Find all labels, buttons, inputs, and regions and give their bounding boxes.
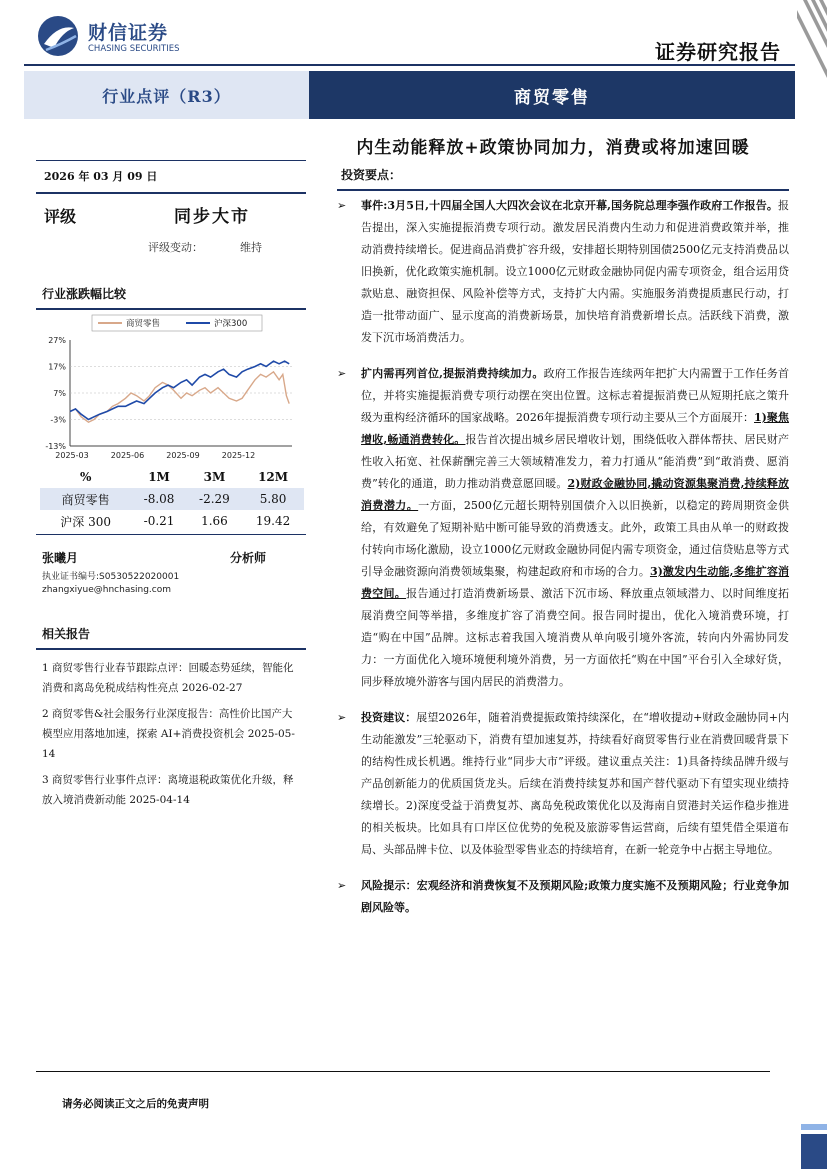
bullet-highlight: 事件:3月5日,十四届全国人大四次会议在北京开幕,国务院总理李强作政府工作报告。 [361,199,778,212]
performance-section-title: 行业涨跌幅比较 [42,287,127,301]
left-sidebar [36,160,306,810]
key-point-bullet [337,363,789,693]
bullet-text: 报告通过打造消费新场景、激活下沉市场、释放重点领域潜力、以时间维度拓展消费空间等举措，多维度扩容了消费空间。报告同时提出，优化入境消费环境，打造“购在中国”品牌。这标志着我国入境消费从单向吸引境外客流，转向内外需协同发力：一方面优化入境环境便利境外消费，另一方面依托“购在中国”平台引入全球好货，同步释放境外游客与国内居民的消费潜力。 [361,587,790,688]
table-header-cell: 12M [258,470,289,484]
disclaimer-text: 请务必阅读正文之后的免责声明 [62,1098,209,1110]
key-points-column [337,160,789,919]
rating-row [36,194,306,227]
table-row [40,488,304,510]
series-line-csi300 [70,361,289,419]
bullet-text: 展望2026年，随着消费提振政策持续深化，在“增收提动+财政金融协同+内生动能激发”三轮驱动下，消费有望加速复苏，持续看好商贸零售行业在消费回暖背景下的结构性成长机遇。维持行业“同步大市”评级。建议重点关注：1)具备持续品牌升级与产品创新能力的优质国货龙头。后续在消费持续复苏和国产替代驱动下有望实现业绩持续增长。2)深度受益于消费复苏、离岛免税政策优化以及海南自贸港封关运作稳步推进的相关板块。比如具有口岸区位优势的免税及旅游零售运营商，后续有望凭借全渠道布局、头部品牌卡位、以及体验型零售业态的持续培育，在新一轮竞争中占据主导地位。 [361,711,789,856]
table-cell: 商贸零售 [40,488,131,510]
analyst-role: 分析师 [229,551,266,565]
rating-change-label: 评级变动： [148,241,203,254]
bullet-arrow-icon: ➢ [337,711,347,724]
y-tick-label: 7% [53,389,66,398]
key-points-label: 投资要点： [341,168,402,182]
y-tick-label: -3% [50,415,66,425]
industry-band: 商贸零售 [309,71,795,119]
key-point-bullet [337,875,789,919]
table-cell: -8.08 [131,488,186,510]
key-point-bullet [337,707,789,861]
rating-change-row [36,227,306,255]
y-tick-label: 27% [48,336,66,345]
performance-table [40,466,304,532]
report-category-band: 行业点评（R3） [24,71,309,119]
bullet-text: 政府工作报告连续两年把扩大内需置于工作任务首位，并将实施提振消费专项行动摆在突出位置。这标志着提振消费已从短期托底之策升级为重构经济循环的国家战略。2026年提振消费专项行动主要从三个方面展开： [361,367,789,424]
y-tick-label: -13% [45,442,66,451]
logo-text-cn: 财信证券 [88,22,169,44]
report-type: 证券研究报告 [655,40,781,64]
footer-divider [36,1071,770,1072]
analyst-row [36,535,306,566]
table-cell: 1.66 [201,514,228,528]
table-row [40,510,304,532]
table-header-cell: % [79,470,92,484]
related-reports-rule [36,648,306,650]
decorative-edge-stripes [797,0,827,1169]
bullet-text: 报告提出，深入实施提振消费专项行动。激发居民消费内生动力和促进消费政策并举，推动消费持续增长。促进商品消费扩容升级，安排超长期特别国债2500亿元支持消费品以旧换新，优化政策实施机制。设立1000亿元财政金融协同促内需专项资金，组合运用贷款贴息、融资担保、风险补偿等方式，支持扩大内需。实施服务消费提质惠民行动，打造一批带动面广、显示度高的消费新场景，加快培育消费新增长点。活跃线下消费，激发下沉市场消费活力。 [361,199,789,344]
rating-value: 同步大市 [174,207,250,227]
bullet-arrow-icon: ➢ [337,367,347,380]
x-tick-label: 2025-09 [166,451,200,460]
bullet-highlight: 投资建议： [361,711,417,724]
analyst-license: 执业证书编号:S0530522020001 [42,572,180,582]
rating-label: 评级 [44,207,77,226]
bullet-highlight: 2)财政金融协同,撬动资源集聚消费,持续释放消费潜力。 [361,477,789,512]
y-tick-label: 17% [48,362,66,372]
bullet-text: 报告首次提出城乡居民增收计划，围绕低收入群体帮扶、居民财产性收入拓宽、社保薪酬完善三大领域精准发力，着力打通从“能消费”到“敢消费、愿消费”转化的通道，助力推动消费意愿回暖。 [361,433,789,490]
bullet-highlight: 1)聚焦增收,畅通消费转化。 [361,411,789,446]
key-points-list [337,195,789,919]
company-logo [36,14,196,58]
table-cell: -0.21 [143,514,175,528]
table-cell: -2.29 [187,488,242,510]
table-header-cell: 3M [203,470,226,484]
table-cell: 5.80 [242,488,304,510]
legend-label: 商贸零售 [126,319,161,329]
rating-change-value: 维持 [240,241,262,254]
logo-mark-icon [36,14,80,58]
x-tick-label: 2025-03 [55,451,89,460]
bullet-highlight: 扩内需再列首位,提振消费持续加力。 [361,367,544,380]
performance-chart-svg [36,310,306,466]
header-divider [24,64,795,66]
report-date: 2026 年 03 月 09 日 [44,170,158,183]
related-reports-title: 相关报告 [42,627,91,641]
analyst-name: 张曦月 [42,551,79,565]
table-cell: 19.42 [255,514,291,528]
key-points-rule [337,189,789,191]
performance-chart [36,310,306,466]
bullet-text: 一方面，2500亿元超长期特别国债介入以旧换新，以稳定的跨周期资金供给，有效避免了短期补贴中断可能导致的消费透支。此外，政策工具由从单一的财政拨付转向市场化激励，设立1000亿元财政金融协同促内需专项资金，通过信贷贴息等方式引导金融资源向消费领域集聚，构建起政府和市场的合力。 [361,499,790,578]
x-tick-label: 2025-12 [221,451,256,460]
table-header-row [40,466,304,488]
bullet-arrow-icon: ➢ [337,879,347,892]
related-report-item[interactable]: 1 商贸零售行业春节跟踪点评：回暖态势延续，智能化消费和离岛免税成结构性亮点 2026-02-27 [42,662,294,694]
x-tick-label: 2025-06 [110,451,145,460]
key-point-bullet [337,195,789,349]
related-report-item[interactable]: 3 商贸零售行业事件点评：离境退税政策优化升级，释放入境消费新动能 2025-04-14 [42,774,294,806]
page-title: 内生动能释放+政策协同加力，消费或将加速回暖 [356,138,750,158]
table-cell: 沪深 300 [60,514,112,529]
bullet-arrow-icon: ➢ [337,199,347,212]
legend-label: 沪深300 [214,319,248,329]
related-report-item[interactable]: 2 商贸零售&社会服务行业深度报告：高性价比国产大模型应用落地加速，探索 AI+消费投资机会 2025-05-14 [42,708,295,760]
analyst-email[interactable]: zhangxiyue@hnchasing.com [42,585,172,595]
logo-text-en: CHASING SECURITIES [88,44,180,54]
table-header-cell: 1M [148,470,170,484]
series-line-retail [70,372,289,422]
bullet-highlight: 3)激发内生动能,多维扩容消费空间。 [361,565,790,600]
bullet-highlight: 风险提示：宏观经济和消费恢复不及预期风险;政策力度实施不及预期风险；行业竞争加剧风险等。 [361,879,789,914]
